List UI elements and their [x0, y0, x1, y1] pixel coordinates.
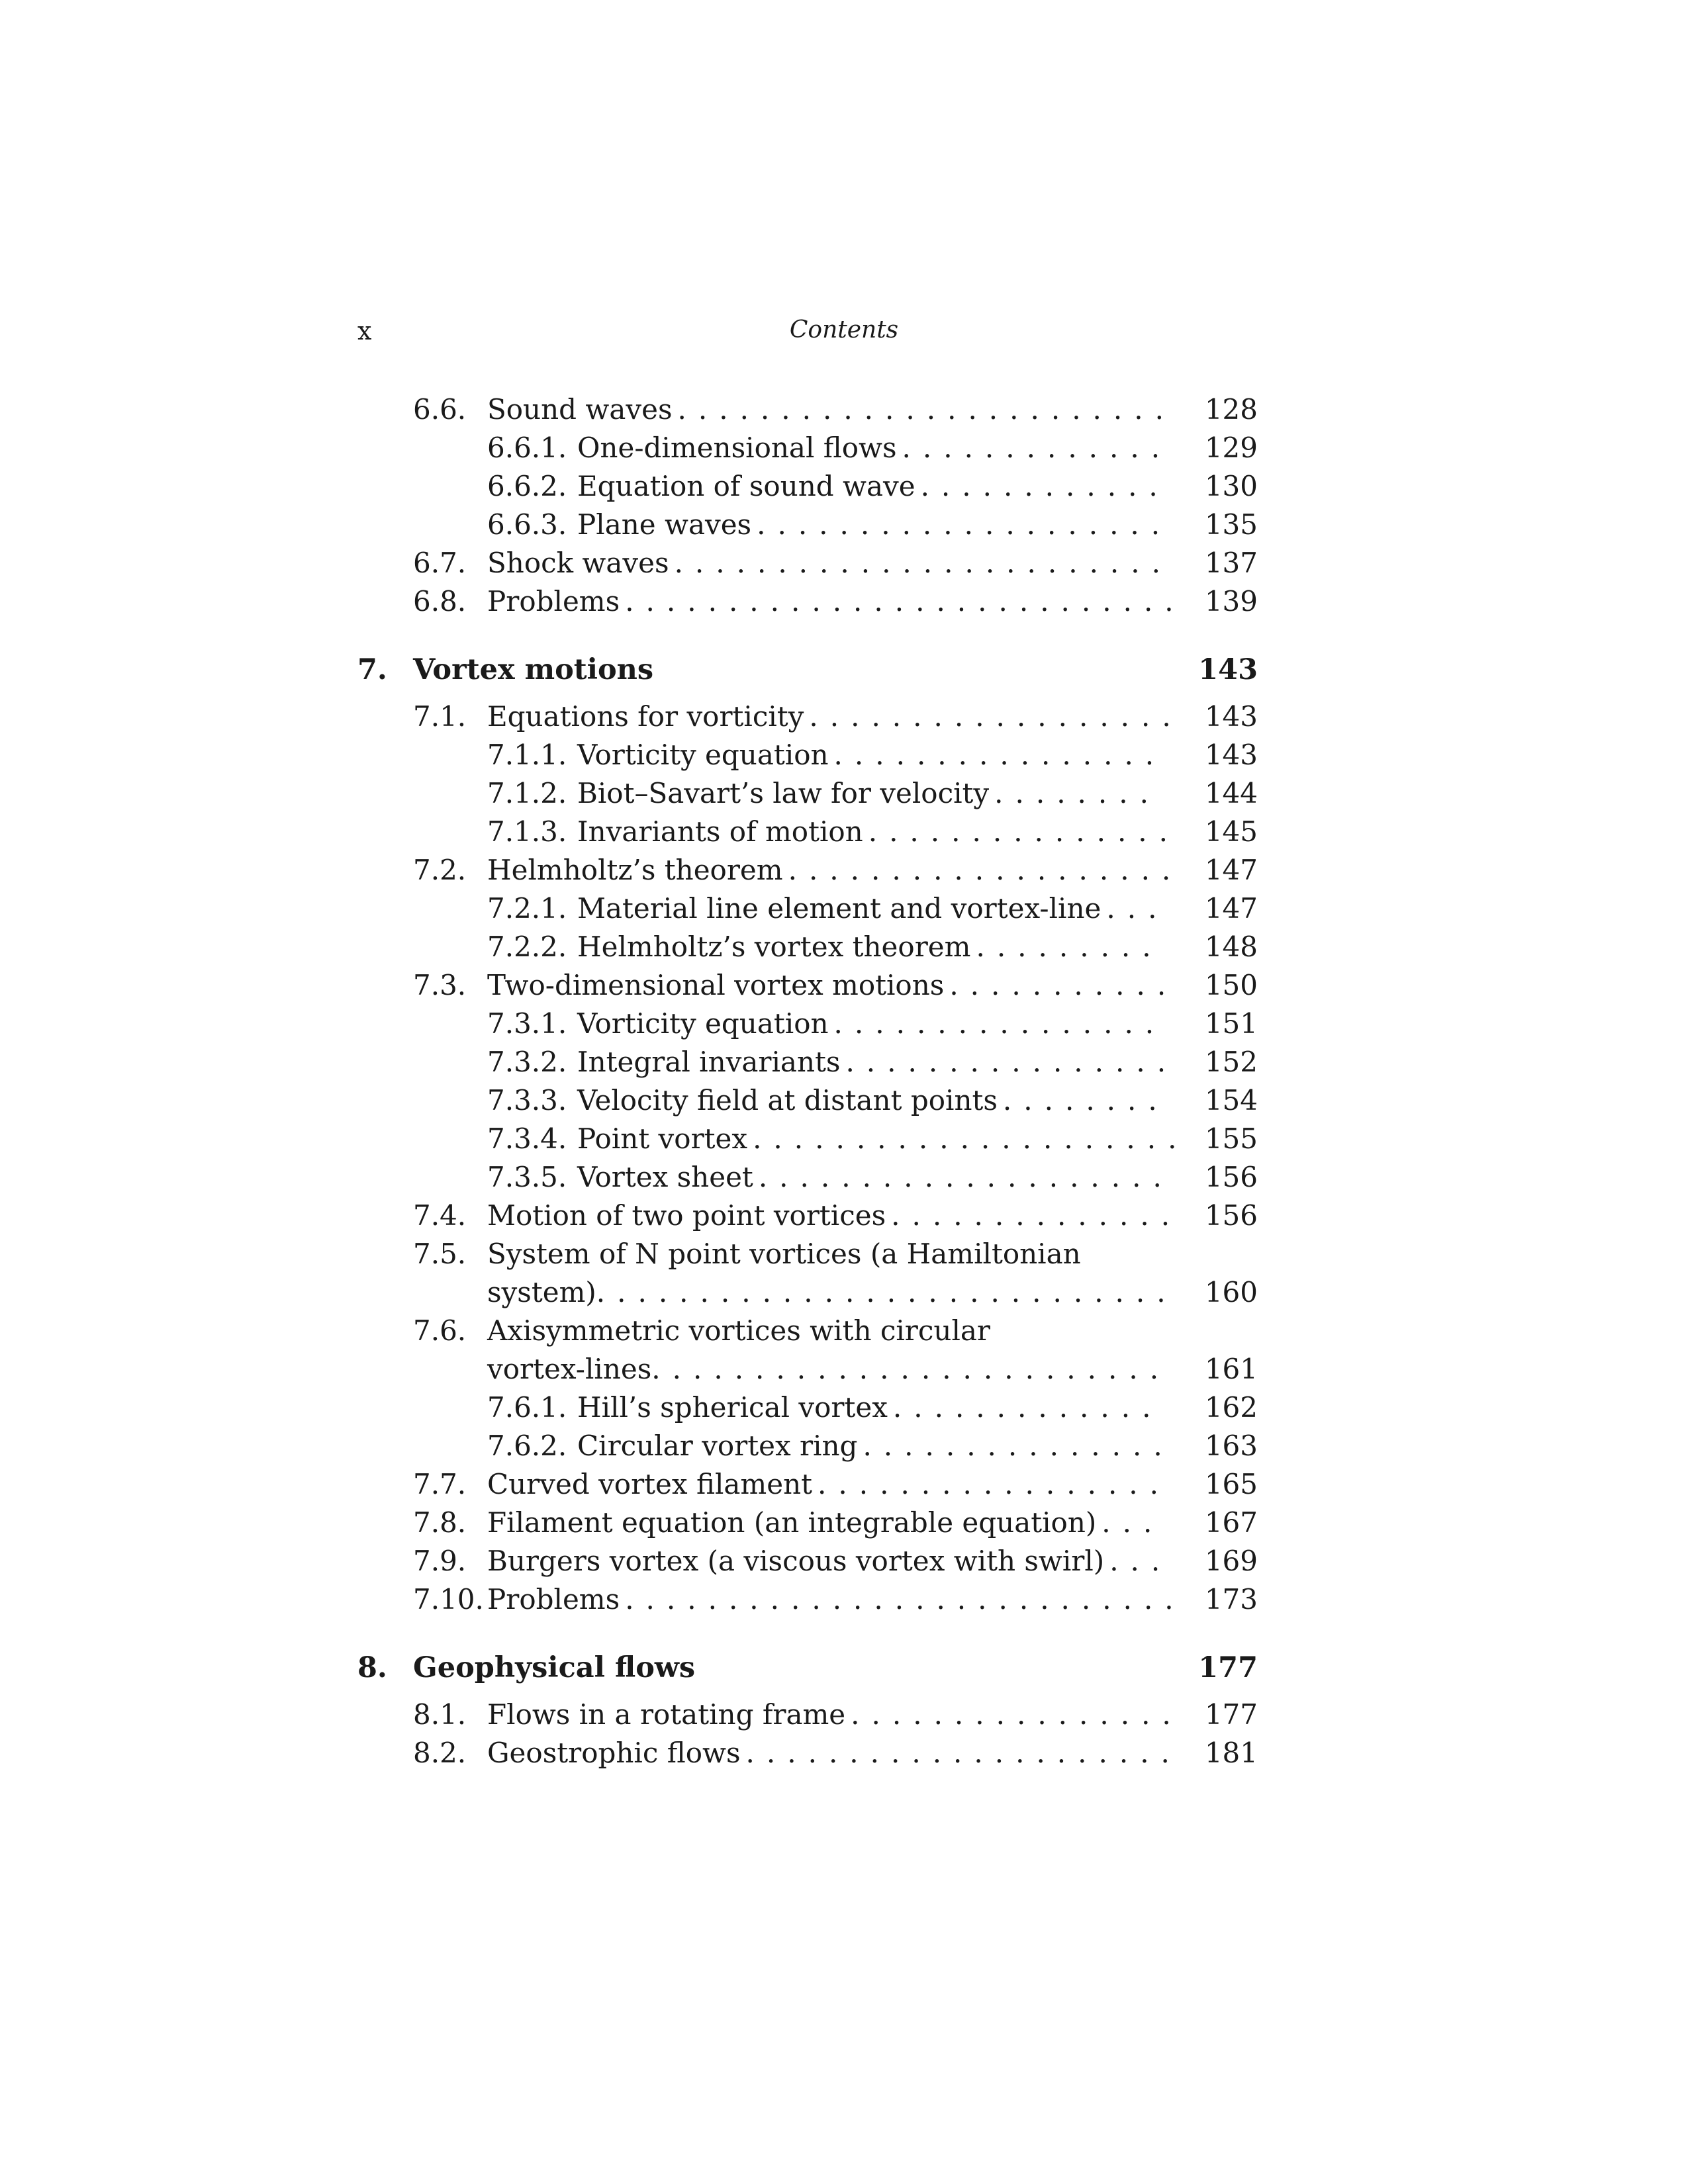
toc-entry-number: 7.6. — [413, 1314, 467, 1347]
toc-entry — [357, 813, 1258, 851]
toc-entry-page: 165 — [1204, 1468, 1258, 1500]
toc-entry-title: Plane waves .................... — [577, 508, 1172, 541]
toc-entry — [357, 467, 1258, 506]
toc-entry — [357, 390, 1258, 429]
toc-entry — [357, 1465, 1258, 1504]
toc-entry-title: Curved vortex filament ................. — [487, 1468, 1171, 1500]
toc-entry-number: 8.1. — [413, 1698, 467, 1731]
toc-entry-page: 143 — [1198, 653, 1258, 686]
toc-entry-title: Vortex sheet .................... — [577, 1161, 1174, 1193]
toc-entry-number: 7.2. — [413, 854, 467, 886]
toc-entry-page: 173 — [1204, 1583, 1258, 1615]
toc-entry — [357, 582, 1258, 621]
toc-entry-title: System of N point vortices (a Hamiltonian — [487, 1238, 1081, 1270]
toc-entry-page: 161 — [1204, 1353, 1258, 1385]
toc-entry-title: Invariants of motion ............... — [577, 815, 1180, 848]
toc-entry-number: 7.8. — [413, 1506, 467, 1539]
toc-entry — [357, 1504, 1258, 1542]
toc-entry-page: 139 — [1204, 585, 1258, 617]
toc-entry-page: 156 — [1204, 1199, 1258, 1232]
toc-entry — [357, 1312, 1258, 1388]
toc-entry-number: 6.7. — [413, 547, 467, 579]
toc-entry-title: Burgers vortex (a viscous vortex with swirl) ... — [487, 1545, 1172, 1577]
toc-entry-title-continued: system)............................ — [487, 1276, 1178, 1308]
toc-entry-title: Integral invariants ................ — [577, 1046, 1178, 1078]
toc-entry-number: 7.9. — [413, 1545, 467, 1577]
toc-entry-page: 148 — [1204, 931, 1258, 963]
toc-entry — [357, 1043, 1258, 1081]
toc-entry-title: Geostrophic flows ..................... — [487, 1737, 1182, 1769]
toc-entry-number: 6.6. — [413, 393, 467, 426]
toc-entry-title: Helmholtz’s theorem ................... — [487, 854, 1183, 886]
toc-entry-title: Hill’s spherical vortex ............. — [577, 1391, 1163, 1424]
toc-entry-page: 181 — [1204, 1737, 1258, 1769]
toc-entry-page: 143 — [1204, 700, 1258, 733]
toc-entry-number: 7.1. — [413, 700, 467, 733]
toc-entry-title: Vorticity equation ................ — [577, 739, 1166, 771]
toc-entry-page: 154 — [1204, 1084, 1258, 1116]
toc-entry — [357, 544, 1258, 582]
toc-chapter — [357, 649, 1258, 691]
toc-entry-title: Equation of sound wave ............ — [577, 470, 1170, 502]
toc-entry — [357, 1542, 1258, 1580]
toc-entry-page: 129 — [1204, 432, 1258, 464]
toc-entry-page: 167 — [1204, 1506, 1258, 1539]
toc-entry-number: 7.3.1. — [487, 1007, 567, 1040]
toc-entry-title-continued: vortex-lines......................... — [487, 1353, 1171, 1385]
toc-entry-page: 150 — [1204, 969, 1258, 1001]
toc-entry-title: Velocity field at distant points ........ — [577, 1084, 1169, 1116]
toc-entry — [357, 774, 1258, 813]
toc-entry-page: 163 — [1204, 1430, 1258, 1462]
toc-entry-title: Problems ........................... — [487, 1583, 1186, 1615]
toc-entry-number: 6.6.2. — [487, 470, 567, 502]
toc-entry-number: 7.10. — [413, 1583, 484, 1615]
toc-entry-page: 155 — [1204, 1122, 1258, 1155]
toc-entry — [357, 1696, 1258, 1734]
toc-entry-page: 135 — [1204, 508, 1258, 541]
toc-entry-title: Equations for vorticity .................. — [487, 700, 1183, 733]
running-head: Contents — [789, 316, 899, 343]
toc-entry-title: Material line element and vortex-line ... — [577, 892, 1169, 925]
table-of-contents — [357, 390, 1258, 1772]
toc-entry-title: Vortex motions — [413, 653, 654, 686]
toc-entry — [357, 429, 1258, 467]
toc-entry-number: 7.5. — [413, 1238, 467, 1270]
toc-entry — [357, 1427, 1258, 1465]
toc-entry-page: 156 — [1204, 1161, 1258, 1193]
toc-entry-number: 7. — [357, 653, 387, 686]
toc-entry — [357, 1005, 1258, 1043]
toc-entry-page: 128 — [1204, 393, 1258, 426]
toc-entry-number: 7.3.4. — [487, 1122, 567, 1155]
toc-entry-number: 6.6.3. — [487, 508, 567, 541]
toc-entry-number: 7.3. — [413, 969, 467, 1001]
page-number: x — [357, 316, 372, 345]
toc-entry-number: 7.6.1. — [487, 1391, 567, 1424]
toc-entry-number: 6.6.1. — [487, 432, 567, 464]
toc-entry-title: Filament equation (an integrable equation) ... — [487, 1506, 1164, 1539]
toc-entry-title: Vorticity equation ................ — [577, 1007, 1166, 1040]
toc-entry-number: 7.3.3. — [487, 1084, 567, 1116]
toc-entry — [357, 928, 1258, 966]
toc-entry-title: Problems ........................... — [487, 585, 1186, 617]
toc-entry-number: 7.7. — [413, 1468, 467, 1500]
toc-entry-title: Point vortex ..................... — [577, 1122, 1189, 1155]
toc-entry — [357, 1580, 1258, 1619]
toc-entry-number: 7.1.3. — [487, 815, 567, 848]
toc-entry-page: 177 — [1204, 1698, 1258, 1731]
toc-entry-number: 7.3.5. — [487, 1161, 567, 1193]
toc-entry-number: 7.3.2. — [487, 1046, 567, 1078]
toc-entry — [357, 506, 1258, 544]
toc-chapter — [357, 1647, 1258, 1689]
toc-entry-page: 152 — [1204, 1046, 1258, 1078]
toc-entry — [357, 1120, 1258, 1158]
toc-entry-page: 147 — [1204, 892, 1258, 925]
toc-entry — [357, 1388, 1258, 1427]
toc-entry — [357, 698, 1258, 736]
toc-entry-title: One-dimensional flows ............. — [577, 432, 1172, 464]
toc-entry-title: Geophysical flows — [413, 1651, 696, 1684]
toc-entry-title: Helmholtz’s vortex theorem ......... — [577, 931, 1163, 963]
toc-entry-number: 6.8. — [413, 585, 467, 617]
toc-entry-title: Shock waves ........................ — [487, 547, 1172, 579]
toc-entry-page: 130 — [1204, 470, 1258, 502]
toc-entry-page: 143 — [1204, 739, 1258, 771]
toc-entry-number: 7.1.2. — [487, 777, 567, 809]
toc-entry — [357, 851, 1258, 889]
toc-entry-title: Flows in a rotating frame ................ — [487, 1698, 1183, 1731]
toc-entry-page: 151 — [1204, 1007, 1258, 1040]
toc-entry-number: 7.6.2. — [487, 1430, 567, 1462]
toc-entry-title: Axisymmetric vortices with circular — [487, 1314, 990, 1347]
toc-entry-title: Sound waves ........................ — [487, 393, 1176, 426]
toc-entry — [357, 1734, 1258, 1772]
toc-entry — [357, 889, 1258, 928]
toc-entry-page: 162 — [1204, 1391, 1258, 1424]
page-header — [0, 316, 1688, 356]
toc-entry — [357, 966, 1258, 1005]
toc-entry — [357, 1158, 1258, 1197]
toc-entry-title: Biot–Savart’s law for velocity ........ — [577, 777, 1160, 809]
toc-entry — [357, 1081, 1258, 1120]
toc-entry-number: 7.2.1. — [487, 892, 567, 925]
toc-entry — [357, 1235, 1258, 1312]
toc-entry-number: 7.4. — [413, 1199, 467, 1232]
toc-entry — [357, 1197, 1258, 1235]
toc-entry-page: 145 — [1204, 815, 1258, 848]
toc-entry-page: 177 — [1198, 1651, 1258, 1684]
toc-entry-title: Motion of two point vortices .............. — [487, 1199, 1182, 1232]
toc-entry-page: 169 — [1204, 1545, 1258, 1577]
toc-entry-page: 147 — [1204, 854, 1258, 886]
toc-entry-number: 7.1.1. — [487, 739, 567, 771]
toc-entry — [357, 736, 1258, 774]
toc-entry-page: 137 — [1204, 547, 1258, 579]
toc-entry-page: 160 — [1204, 1276, 1258, 1308]
toc-entry-number: 7.2.2. — [487, 931, 567, 963]
toc-entry-title: Circular vortex ring ............... — [577, 1430, 1174, 1462]
toc-entry-page: 144 — [1204, 777, 1258, 809]
toc-entry-title: Two-dimensional vortex motions ........... — [487, 969, 1178, 1001]
toc-entry-number: 8. — [357, 1651, 387, 1684]
toc-entry-number: 8.2. — [413, 1737, 467, 1769]
